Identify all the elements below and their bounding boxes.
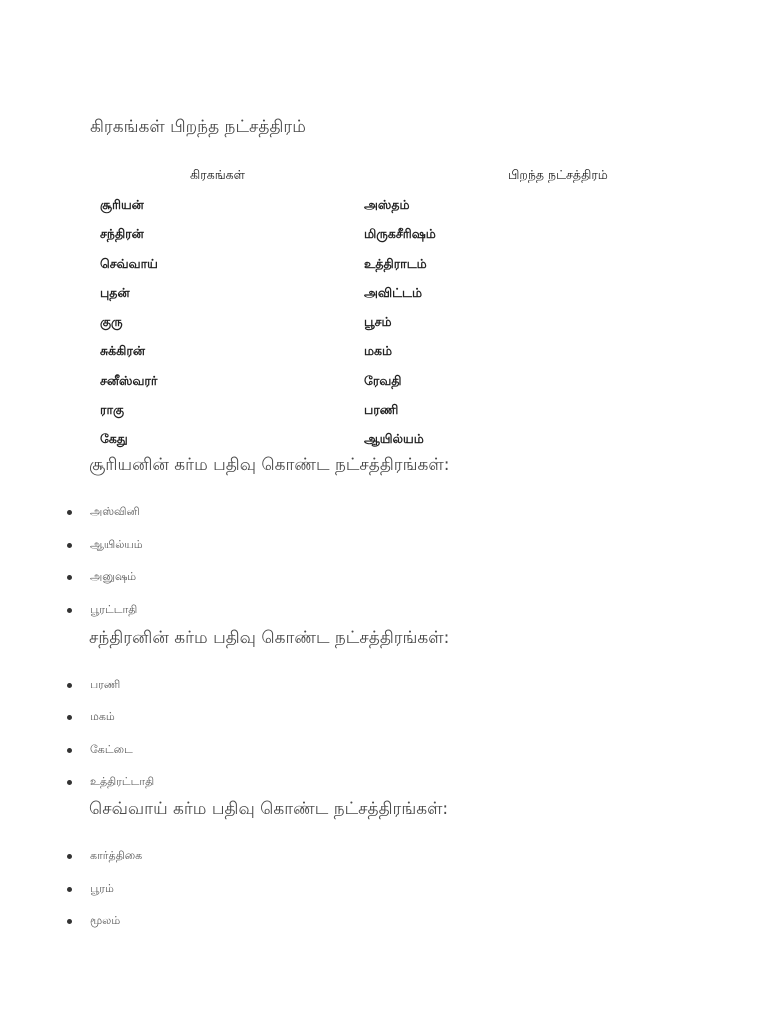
list-item-label: மகம்: [90, 710, 115, 723]
star-cell: அஸ்தம்: [364, 197, 410, 212]
star-cell: ஆயில்யம்: [364, 431, 424, 446]
table-header-birth-star: பிறந்த நட்சத்திரம்: [508, 167, 608, 182]
list-item: [0, 849, 768, 867]
bullet-icon: [67, 575, 72, 580]
list-item: [0, 570, 768, 588]
planet-cell: ராகு: [100, 402, 125, 417]
list-item: [0, 505, 768, 523]
list-item: [0, 710, 768, 728]
planet-cell: சந்திரன்: [100, 226, 144, 241]
star-cell: மிருகசீரிஷம்: [364, 226, 436, 241]
table-row: [0, 343, 768, 365]
page-title: கிரகங்கள் பிறந்த நட்சத்திரம்: [90, 117, 306, 137]
table-row: [0, 431, 768, 453]
list-item-label: கார்த்திகை: [90, 849, 143, 862]
list-item-label: கேட்டை: [90, 743, 133, 756]
section-heading-mars: செவ்வாய் கர்ம பதிவு கொண்ட நட்சத்திரங்கள்:: [89, 799, 449, 819]
list-item-label: மூலம்: [90, 914, 121, 927]
planet-cell: குரு: [100, 314, 123, 329]
table-row: [0, 285, 768, 307]
section-heading-moon: சந்திரனின் கர்ம பதிவு கொண்ட நட்சத்திரங்கள்:: [89, 628, 450, 648]
planet-cell: சனீஸ்வரர்: [100, 373, 158, 388]
table-row: [0, 373, 768, 395]
star-cell: பூசம்: [364, 314, 392, 329]
list-item: [0, 882, 768, 900]
bullet-icon: [67, 608, 72, 613]
table-row: [0, 226, 768, 248]
bullet-icon: [67, 854, 72, 859]
list-item-label: பூரம்: [90, 882, 114, 895]
section-heading-sun: சூரியனின் கர்ம பதிவு கொண்ட நட்சத்திரங்கள்:: [89, 455, 450, 475]
star-cell: மகம்: [364, 343, 393, 358]
planet-cell: செவ்வாய்: [100, 256, 158, 271]
list-item-label: உத்திரட்டாதி: [90, 775, 155, 788]
list-item-label: அனுஷம்: [90, 570, 137, 583]
bullet-icon: [67, 683, 72, 688]
bullet-icon: [67, 780, 72, 785]
list-item: [0, 603, 768, 621]
star-cell: ரேவதி: [364, 373, 402, 388]
list-item: [0, 775, 768, 793]
list-item: [0, 538, 768, 556]
bullet-icon: [67, 887, 72, 892]
star-cell: பரணி: [364, 402, 399, 417]
star-cell: அவிட்டம்: [364, 285, 423, 300]
planet-cell: சுக்கிரன்: [100, 343, 145, 358]
list-item: [0, 914, 768, 932]
table-header-planets: கிரகங்கள்: [190, 167, 245, 182]
planet-cell: புதன்: [100, 285, 130, 300]
planet-cell: கேது: [100, 431, 128, 446]
table-row: [0, 314, 768, 336]
table-row: [0, 197, 768, 219]
list-item-label: பரணி: [90, 678, 121, 691]
bullet-icon: [67, 715, 72, 720]
list-item-label: அஸ்வினி: [90, 505, 140, 518]
list-item-label: ஆயில்யம்: [90, 538, 143, 551]
list-item: [0, 678, 768, 696]
bullet-icon: [67, 748, 72, 753]
bullet-icon: [67, 919, 72, 924]
table-row: [0, 402, 768, 424]
list-item: [0, 743, 768, 761]
bullet-icon: [67, 543, 72, 548]
list-item-label: பூரட்டாதி: [90, 603, 138, 616]
star-cell: உத்திராடம்: [364, 256, 427, 271]
bullet-icon: [67, 510, 72, 515]
planet-cell: சூரியன்: [100, 197, 144, 212]
table-row: [0, 256, 768, 278]
